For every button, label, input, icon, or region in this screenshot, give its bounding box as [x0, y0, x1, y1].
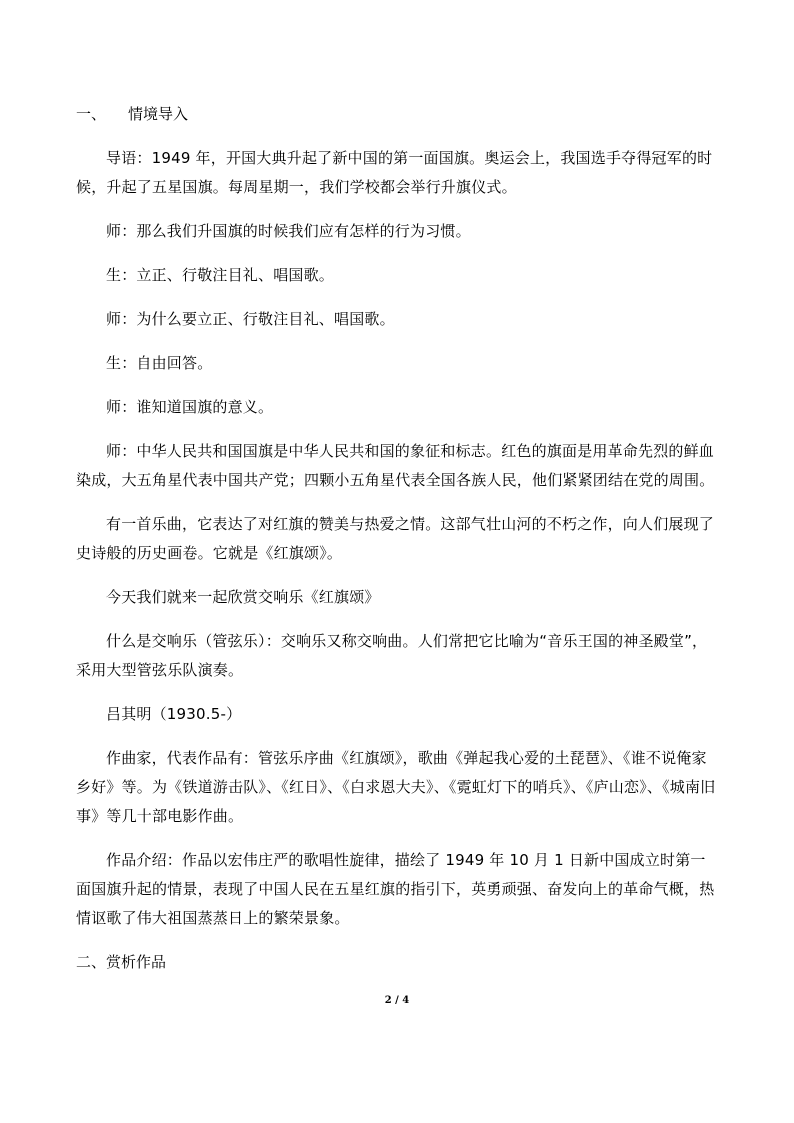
paragraph-student-answer-2: 生：自由回答。 [106, 354, 213, 372]
paragraph-student-answer-1: 生：立正、行敬注目礼、唱国歌。 [106, 266, 335, 284]
paragraph-work-introduction: 作品介绍：作品以宏伟庄严的歌唱性旋律，描绘了 1949 年 10 月 1 日新中国成立时第一面国旗升起的情景，表现了中国人民在五星红旗的指引下，英勇顽强、奋发向上的革命气概，热情讴歌了伟大祖国蒸蒸日上的繁荣景象。 [76, 851, 715, 927]
paragraph-music-intro: 有一首乐曲，它表达了对红旗的赞美与热爱之情。这部气壮山河的不朽之作，向人们展现了史诗般的历史画卷。它就是《红旗颂》。 [76, 515, 715, 562]
section-heading-appreciation: 二、赏析作品 [76, 953, 167, 971]
section-heading-intro [76, 100, 716, 129]
paragraph-today-appreciation: 今天我们就来一起欣赏交响乐《红旗颂》 [106, 588, 380, 606]
section-number: 一、 [76, 105, 107, 123]
paragraph-teacher-question-2: 师：为什么要立正、行敬注目礼、唱国歌。 [106, 310, 395, 328]
page-content [76, 100, 716, 992]
section-title: 情境导入 [128, 105, 189, 123]
paragraph-teacher-question-3: 师：谁知道国旗的意义。 [106, 398, 274, 416]
paragraph-intro: 导语：1949 年，开国大典升起了新中国的第一面国旗。奥运会上，我国选手夺得冠军的时候，升起了五星国旗。每周星期一，我们学校都会举行升旗仪式。 [76, 149, 713, 196]
paragraph-composer-works: 作曲家，代表作品有：管弦乐序曲《红旗颂》，歌曲《弹起我心爱的土琵琶》、《谁不说俺家乡好》等。为《铁道游击队》、《红日》、《白求恩大夫》、《霓虹灯下的哨兵》、《庐山恋》、《城南旧事》等几十部电影作曲。 [76, 749, 716, 825]
paragraph-symphony-definition: 什么是交响乐（管弦乐）：交响乐又称交响曲。人们常把它比喻为“音乐王国的神圣殿堂”，采用大型管弦乐队演奏。 [76, 632, 708, 679]
paragraph-composer-name: 吕其明（1930.5-） [106, 705, 242, 723]
page-number: 2 / 4 [384, 995, 410, 1006]
paragraph-flag-meaning: 师：中华人民共和国国旗是中华人民共和国的象征和标志。红色的旗面是用革命先烈的鲜血染成，大五角星代表中国共产党；四颗小五角星代表全国各族人民，他们紧紧团结在党的周围。 [76, 442, 715, 489]
paragraph-teacher-question-1: 师：那么我们升国旗的时候我们应有怎样的行为习惯。 [106, 222, 471, 240]
